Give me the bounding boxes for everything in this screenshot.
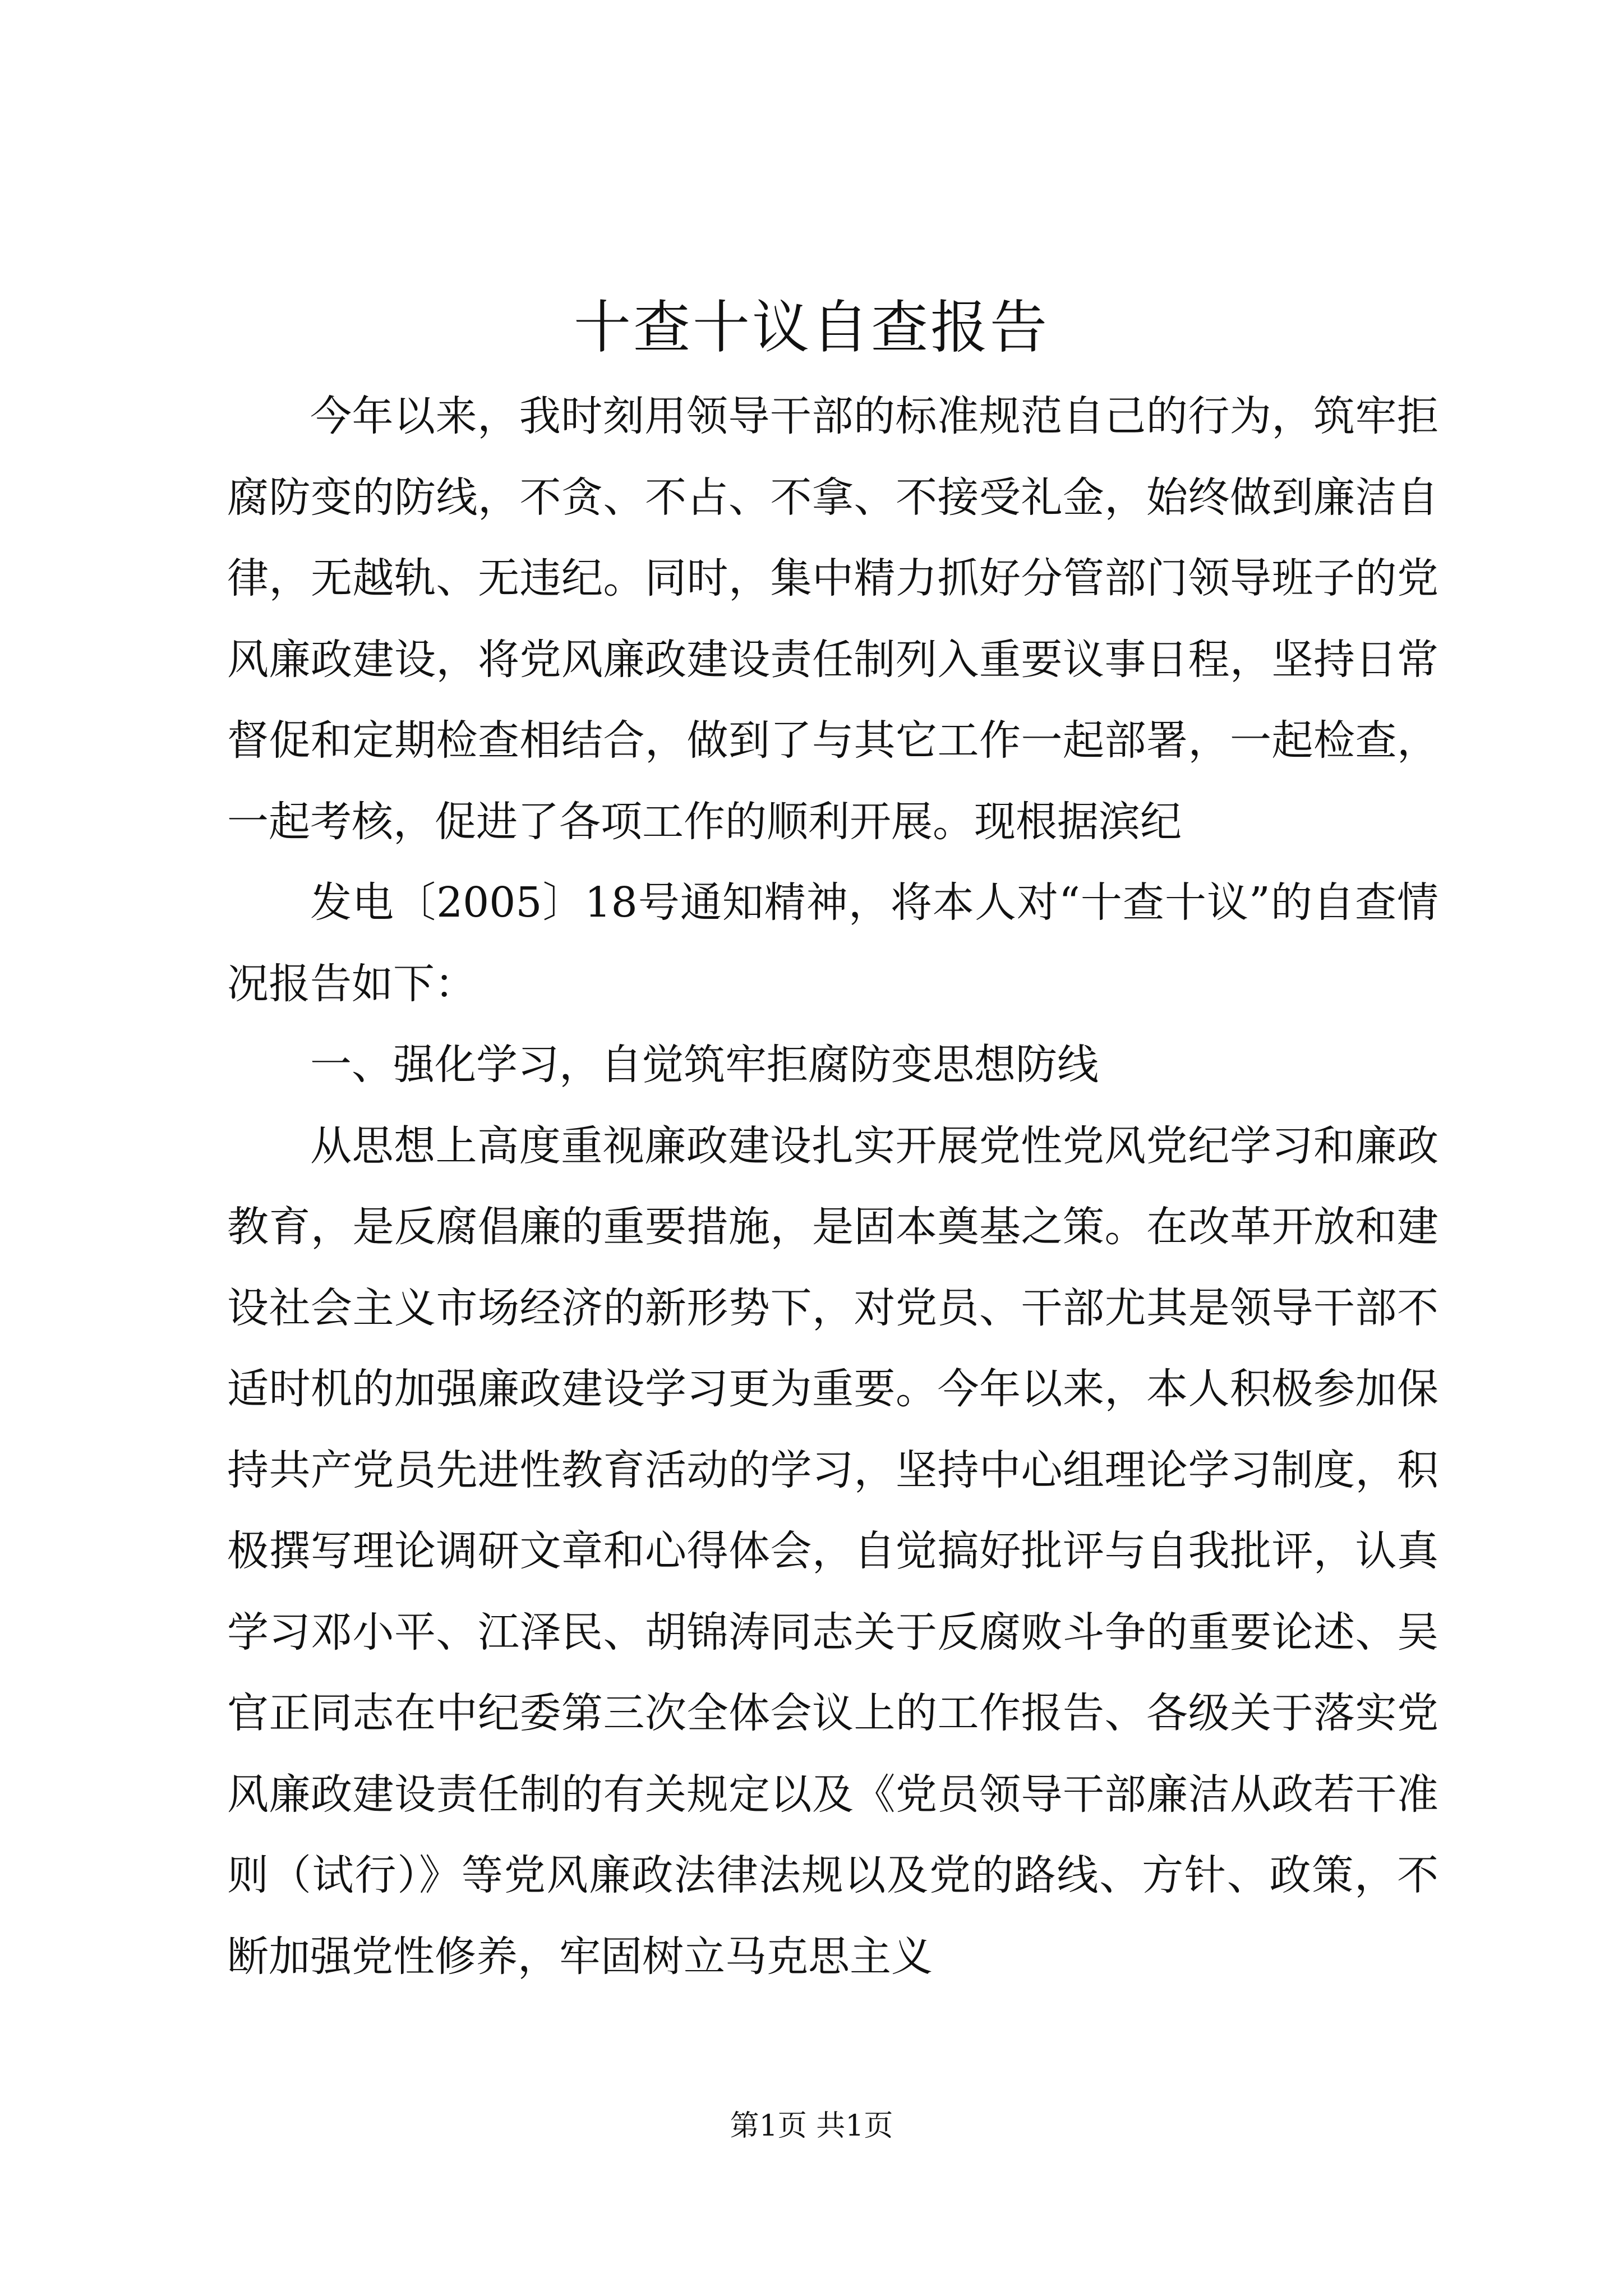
section-heading-1: 一、强化学习，自觉筑牢拒腐防变思想防线 xyxy=(310,1041,1099,1089)
document-title: 十查十议自查报告 xyxy=(574,295,1049,361)
document-body xyxy=(227,376,1438,1997)
paragraph-study: 从思想上高度重视廉政建设扎实开展党性党风党纪学习和廉政教育，是反腐倡廉的重要措施，是固本奠基之策。在改革开放和建设社会主义市场经济的新形势下，对党员、干部尤其是领导干部不适时机的加强廉政建设学习更为重要。今年以来，本人积极参加保持共产党员先进性教育活动的学习，坚持中心组理论学习制度，积极撰写理论调研文章和心得体会，自觉搞好批评与自我批评，认真学习邓小平、江泽民、胡锦涛同志关于反腐败斗争的重要论述、吴官正同志在中纪委第三次全体会议上的工作报告、各级关于落实党风廉政建设责任制的有关规定以及《党员领导干部廉洁从政若干准则（试行）》等党风廉政法律法规以及党的路线、方针、政策，不断加强党性修养，牢固树立马克思主义 xyxy=(227,1121,1438,1981)
paragraph-notice: 发电〔2005〕18号通知精神，将本人对“十查十议”的自查情况报告如下： xyxy=(227,878,1438,1008)
paragraph-intro: 今年以来，我时刻用领导干部的标准规范自己的行为，筑牢拒腐防变的防线，不贪、不占、不拿、不接受礼金，始终做到廉洁自律，无越轨、无违纪。同时，集中精力抓好分管部门领导班子的党风廉政建设，将党风廉政建设责任制列入重要议事日程，坚持日常督促和定期检查相结合，做到了与其它工作一起部署，一起检查，一起考核，促进了各项工作的顺利开展。现根据滨纪 xyxy=(227,392,1438,846)
page-footer: 第1页 共1页 xyxy=(730,2109,893,2143)
